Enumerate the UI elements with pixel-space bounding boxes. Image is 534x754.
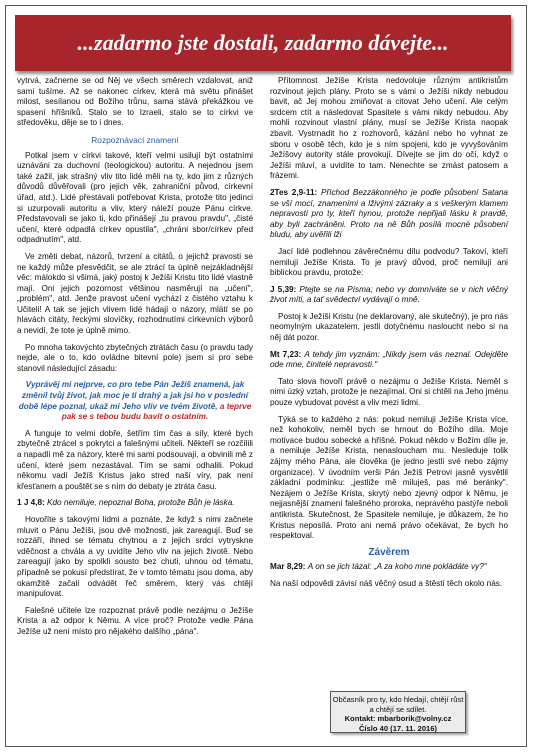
section-heading: Rozpoznávací znamení (91, 134, 179, 145)
verse-reference: J 5,39: (270, 284, 297, 294)
footer-info-box (330, 691, 466, 733)
paragraph: Po mnoha takovýchto zbytečných ztrátách času (o pravdu tady nejde, ale o to, kdo ovládne bitevní pole) jsem si pro sebe stanovil následující zásadu: (17, 342, 253, 373)
bible-verse (17, 498, 253, 509)
page-title: ...zadarmo jste dostali, zadarmo dávejte... (15, 15, 511, 71)
left-column (17, 76, 253, 644)
paragraph: Ve změti debat, názorů, tvrzení a citátů, o jejichž pravosti se ne každý může přesvědčit, se ale ztrácí ta úplně nejzákladnější věc: málokdo si všimá, jaký postoj k Ježíši Kristu tito lidé vlastně mají. Oni jejich pozornost většinou nasměrují na „učení", „problém", atd. Jenže pravost učení vychází z čistého vztahu k Učiteli! A tak se jejich vlivem lidé hádají o názory, mlátí se po hlavách citáty, řeckými slovíčky, rozhodnutími církevních výborů a nevidí, že tote je úplně mimo. (17, 251, 253, 336)
paragraph: A funguje to velmi dobře, šetřím tím čas a síly, které bych zbytečně ztrácel s pokrytci a falešnými učiteli. Někteří se rozčílili a napadli mě za názory, které mi sami podsouvají, a obvinili mě z učení, které jsem nezastával. Tím se sami odhalili. Pokud někomu vadí Ježíš Kristus jako stred naší víry, pak není křesťanem a pouštět se s ním do debaty je ztráta času. (17, 428, 253, 491)
verse-reference: 1 J 4,8: (17, 498, 45, 508)
footer-line: Občasník pro ty, kdo hledají, chtějí růst (332, 695, 464, 704)
paragraph: Přítomnost Ježíše Krista nedovoluje různým antikristům rozvinout jejich plány. Proto se s vámi o Ježíši nikdy nebudou bavit, ač Jej mohou zmiňovat a citovat Jeho učení. Ale celým srdcem ctít a následovat Spasitele s vámi nikdy nebudou. Aby mohli rozvinout vlastní plány, musí se Ježíše Krista naopak zbavit. Vystrnadit ho z rozhovorů, kázání nebo ho vyhnat ze sboru v osobě těch, kdo je s ním spojeni, kdo je vyvyšováním Ježíšovy autority stále provokují. Dívejte se jim do očí, když o Ježíši mluví, a uvidíte to tam. Nenechte se zmást patosem a frázemi. (270, 76, 508, 181)
section-heading: Závěrem (368, 546, 410, 558)
bible-verse (270, 285, 508, 306)
paragraph: Na naší odpovědi závisí náš věčný osud a štěstí těch okolo nás. (270, 578, 503, 588)
quote-blue: Vyprávěj mi nejprve, co pro tebe Pán Ježíš znamená, jak změnil tvůj život, jak moc je ti drahý a jak jsi ho v poslední době lépe poznal, ukaž mi Jeho vliv ve tvém životě, (18, 380, 249, 411)
contact-email: Kontakt: mbarborik@volny.cz (344, 714, 452, 724)
footer-line: a chtějí se sdílet. (369, 704, 427, 714)
verse-text: A on se jich tázal: „A za koho mne pokládáte vy?" (307, 562, 487, 572)
bible-verse (270, 350, 508, 371)
paragraph: Jací lidé podlehnou závěrečnému dílu podvodu? Takoví, kteří nemilují Ježíše Krista. To je pravý důvod, proč nemilují ani biblickou pravdu, protože: (270, 246, 508, 278)
paragraph: vytrvá, začneme se od Něj ve všech směrech vzdalovat, aniž sami tušíme. Až se nakonec církev, která má světu přinášet milost, sesílanou od Božího trůnu, sama stává překážkou ve spasení hříšníků. Stalo se to Izraeli, stalo se to církvi ve středověku, děje se to i dnes. (17, 76, 253, 128)
verse-reference: Mt 7,23: (270, 349, 302, 359)
verse-text: Kdo nemiluje, nepoznal Boha, protože Bůh je láska. (47, 498, 235, 508)
verse-reference: Mar 8,29: (270, 562, 306, 572)
paragraph: Postoj k Ježíši Kristu (ne deklarovaný, ale skutečný), je pro nás neomylným ukazatelem, jestli dotyčnému nasloucht nebo si na něj dát pozor. (270, 311, 508, 343)
quote-red: a teprve pak se s tebou budu bavit o ostatním. (61, 401, 252, 422)
verse-text: Ptejte se na Písma; nebo vy domníváte se v nich věčný život míti, a tať svědectví vydávají o mně. (270, 284, 509, 305)
issue-number: Číslo 40 (17. 11. 2016) (358, 723, 438, 733)
paragraph: Tato slova hovoří právě o nezájmu o Ježíše Krista. Neměl s nimi úzký vztah, protože je nezajímal. Oni si chtěli na Jeho jménu pouze vybudovat povést a vliv mezi lidmi. (270, 376, 508, 408)
paragraph: Falešné učitele lze rozpoznat právě podle nezájmu o Ježíše Krista a až odpor k Němu. A více proč? Protože vedle Pána Ježíše už není místo pro nějakého dalšího „pána". (17, 605, 253, 636)
bible-verse (270, 188, 508, 241)
paragraph: Potkal jsem v církvi takové, kteří velmi usilují být ostatními uznáváni za duchovní (teologickou) autoritu. A nejednou jsem také zažil, jak strašný vliv tito lidé měli na ty, kdo jim z různých důvodů důvěřovali (pro jejich věk, zahraniční původ, církevní úřad, atd.). Lidé přestávali potřebovat Krista, protože tito jedinci si uzurpovali autoritu a vliv, který náleží pouze Pánu církve. Představovali se jako ti, kdo přinášejí „tu pravou pravdu", „čisté učení, které odpadlá církev opustila", „chráni sbor/církev před odpadnutím", atd. (17, 150, 253, 245)
bible-verse (270, 562, 508, 573)
highlighted-quote (17, 380, 253, 422)
paragraph: Hovoříte s takovými lidmi a poznáte, že když s nimi začnete mluvit o Pánu Ježíši, jsou dvě možnosti, jak zareagují. Buď se rozzáří, ihned se tématu chytnou a z jejich srdcí vytryskne vděčnost a chvála a vy uvidíte Jeho vliv na jejich životě. Nebo zareagují jako by spolkli sousto bez chuti, uhnou od tématu, případně se pokusí předstírat, že v tomto tématu jsou doma, aby okamžitě začali odvádět řeč směrem, který vás chtějí manipulovat. (17, 514, 253, 599)
verse-text: Příchod Bezzákonného je podle působení Satana se vší mocí, znameními a lživými zázraky a s veškerým klamem nepravosti pro ty, kteří hynou, protože nepřijali lásku k pravdě, aby byli zachráněni. Proto na ně Bůh posílá mocné působení bludu, aby uvěřili lži (270, 187, 508, 240)
paragraph: Týká se to každého z nás: pokud nemiluji Ježíše Krista více, než kohokoliv, neměl bych se hrnout do Božího díla. Moje motivace budou sobecké a hříšné. Pokud někdo v Božím díle je, a nemiluje Ježíše Krista, nenasloucham mu. Nesleduje tolik zájmy mého Pána, ale člověka (je jedno jestli své nebo zájmy organizace). V úvodním verši Pán Ježíš Petrovi jasně vysvětlil základní podmínku: „jestliže mě miluješ, pas mé beránky". Nezájem o Ježíše Krista, skrytý nebo zjevný odpor k Němu, je nejjasnější znamení falešného proroka, nepravého pastýře neboli antikrista. Skutečnost, že Spasitele nemiluje, je důkazem, že ho Kristus neposílá. Proto ani nemá právo očekávat, že bych ho respektoval. (270, 414, 508, 541)
verse-text: A tehdy jim vyznám: „Nikdy jsem vás neznal. Odejděte ode mne, činitelé nepravosti." (270, 349, 509, 370)
right-column (270, 76, 508, 596)
verse-reference: 2Tes 2,9-11: (270, 187, 318, 197)
